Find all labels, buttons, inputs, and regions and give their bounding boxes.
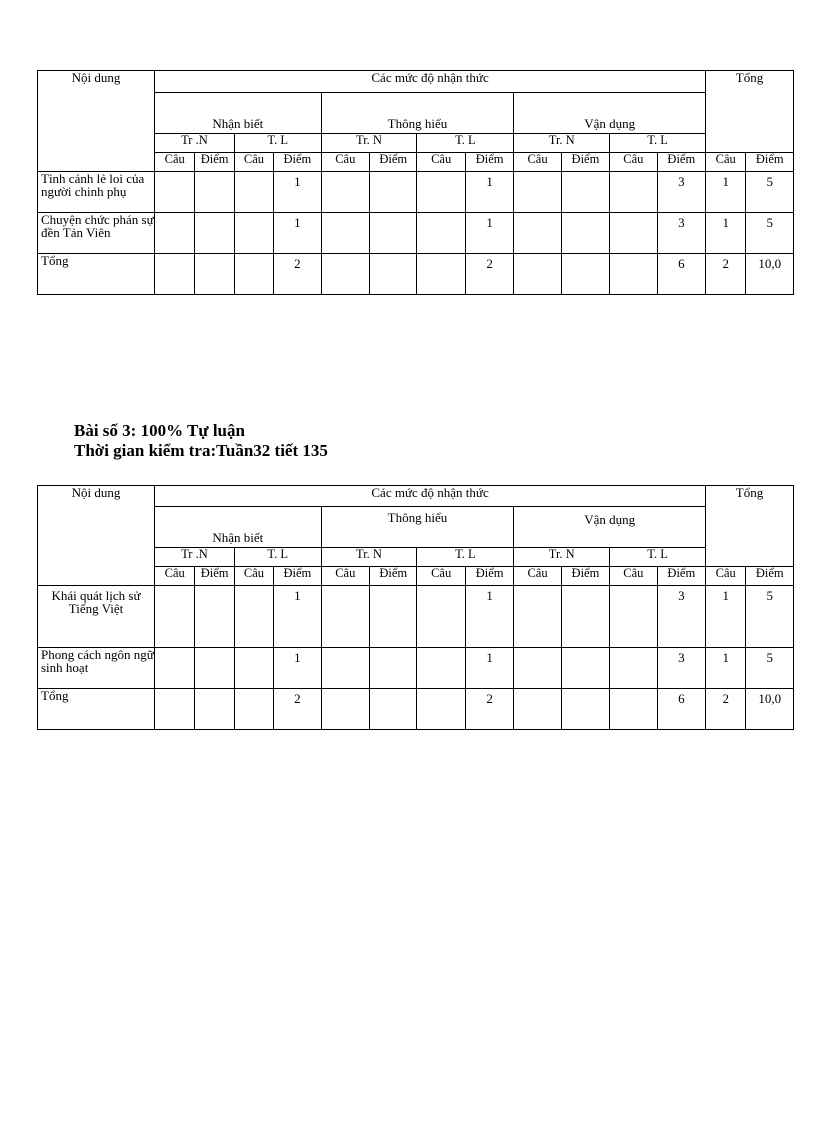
table-cell — [321, 172, 369, 213]
table-cell — [155, 689, 195, 730]
type-header: T. L — [234, 134, 321, 153]
table-cell: 6 — [657, 254, 705, 295]
type-header: Tr. N — [321, 548, 417, 567]
table-cell — [321, 213, 369, 254]
table-cell: 10,0 — [746, 254, 794, 295]
sub-header: Câu — [234, 153, 273, 172]
table-cell — [321, 689, 369, 730]
table-cell — [610, 254, 657, 295]
group-recognize: Nhận biết — [155, 93, 322, 134]
table-cell: 2 — [274, 689, 321, 730]
header-levels: Các mức độ nhận thức — [155, 486, 706, 507]
sub-header: Câu — [610, 153, 657, 172]
table-cell — [321, 586, 369, 648]
table-cell: 2 — [465, 254, 513, 295]
table-cell — [417, 648, 465, 689]
table-cell: 1 — [706, 648, 746, 689]
sub-header: Điểm — [195, 153, 234, 172]
table-cell — [514, 648, 561, 689]
table-row — [38, 586, 794, 648]
table-cell — [561, 254, 609, 295]
header-total: Tổng — [706, 71, 794, 153]
table-cell — [370, 213, 417, 254]
sub-header: Câu — [514, 153, 561, 172]
table-cell: 1 — [706, 213, 746, 254]
sub-header: Điểm — [465, 567, 513, 586]
table-cell — [370, 172, 417, 213]
table-cell: 3 — [657, 586, 705, 648]
type-header: Tr. N — [321, 134, 417, 153]
table-cell — [370, 689, 417, 730]
table-cell: 1 — [465, 172, 513, 213]
table-cell — [234, 689, 273, 730]
table-cell — [417, 689, 465, 730]
table-cell — [561, 213, 609, 254]
table-cell — [417, 172, 465, 213]
assessment-matrix-table-1 — [37, 70, 794, 295]
table-cell — [155, 648, 195, 689]
table-cell: 5 — [746, 648, 794, 689]
table-cell — [155, 254, 195, 295]
sub-header: Điểm — [195, 567, 234, 586]
table-cell — [195, 172, 234, 213]
table-cell: 5 — [746, 586, 794, 648]
table-cell — [561, 586, 609, 648]
type-header: Tr. N — [514, 134, 610, 153]
type-header: T. L — [610, 548, 706, 567]
sub-header: Điểm — [657, 153, 705, 172]
sub-header: Câu — [417, 567, 465, 586]
table-cell — [234, 586, 273, 648]
sub-header: Câu — [417, 153, 465, 172]
table-cell — [610, 213, 657, 254]
table-cell — [155, 172, 195, 213]
table-cell — [417, 213, 465, 254]
table-cell: 2 — [274, 254, 321, 295]
table-cell — [514, 586, 561, 648]
table-cell — [370, 586, 417, 648]
sub-header: Câu — [234, 567, 273, 586]
table-cell — [155, 586, 195, 648]
sub-header: Câu — [321, 153, 369, 172]
table-cell — [417, 586, 465, 648]
sub-header: Câu — [610, 567, 657, 586]
row-label: Khái quát lịch sử Tiếng Việt — [38, 586, 155, 648]
table-cell: 1 — [274, 213, 321, 254]
table-cell: 1 — [274, 172, 321, 213]
header-levels: Các mức độ nhận thức — [155, 71, 706, 93]
table-cell: 2 — [706, 689, 746, 730]
sub-header: Câu — [514, 567, 561, 586]
row-label: Tình cảnh lẻ loi của người chinh phụ — [38, 172, 155, 213]
assessment-matrix-table-2 — [37, 485, 794, 730]
sub-header: Điểm — [746, 567, 794, 586]
table-row — [38, 172, 794, 213]
table-cell — [195, 254, 234, 295]
header-content: Nội dung — [38, 71, 155, 172]
type-header: Tr. N — [514, 548, 610, 567]
table-cell — [417, 254, 465, 295]
table-cell: 1 — [465, 648, 513, 689]
header-content: Nội dung — [38, 486, 155, 586]
table-row — [38, 648, 794, 689]
table-cell — [514, 213, 561, 254]
type-header: T. L — [417, 548, 514, 567]
table-cell: 5 — [746, 172, 794, 213]
table-cell — [610, 648, 657, 689]
table-cell: 5 — [746, 213, 794, 254]
table-cell — [561, 648, 609, 689]
table-cell — [234, 172, 273, 213]
sub-header: Điểm — [370, 567, 417, 586]
group-apply: Vận dụng — [514, 93, 706, 134]
type-header: Tr .N — [155, 134, 235, 153]
row-label: Tổng — [38, 689, 155, 730]
row-label: Chuyện chức phán sự đền Tản Viên — [38, 213, 155, 254]
table-cell: 2 — [465, 689, 513, 730]
sub-header: Câu — [155, 153, 195, 172]
table-cell: 3 — [657, 172, 705, 213]
sub-header: Câu — [321, 567, 369, 586]
table-cell — [514, 254, 561, 295]
table-cell — [561, 689, 609, 730]
table-cell: 1 — [274, 648, 321, 689]
table-row — [38, 213, 794, 254]
table-cell — [610, 586, 657, 648]
type-header: T. L — [610, 134, 706, 153]
table-cell — [195, 586, 234, 648]
type-header: T. L — [417, 134, 514, 153]
table-cell — [321, 648, 369, 689]
sub-header: Điểm — [370, 153, 417, 172]
table-cell: 1 — [465, 586, 513, 648]
type-header: Tr .N — [155, 548, 235, 567]
type-header: T. L — [234, 548, 321, 567]
table-cell — [610, 689, 657, 730]
table-cell — [561, 172, 609, 213]
table-cell — [234, 254, 273, 295]
sub-header: Điểm — [274, 567, 321, 586]
table-cell: 6 — [657, 689, 705, 730]
row-label: Tổng — [38, 254, 155, 295]
group-understand: Thông hiểu — [321, 507, 514, 548]
table-cell: 1 — [706, 586, 746, 648]
group-recognize: Nhận biết — [155, 507, 322, 548]
table-cell — [370, 648, 417, 689]
header-total: Tổng — [706, 486, 794, 567]
sub-header: Điểm — [465, 153, 513, 172]
table-cell — [234, 213, 273, 254]
table-cell: 1 — [465, 213, 513, 254]
table-cell — [195, 648, 234, 689]
sub-header: Điểm — [561, 153, 609, 172]
table-cell — [321, 254, 369, 295]
table-cell: 3 — [657, 648, 705, 689]
table-cell: 1 — [274, 586, 321, 648]
test-title: Bài số 3: 100% Tự luận — [74, 421, 245, 440]
table-cell — [610, 172, 657, 213]
table-row-total — [38, 254, 794, 295]
sub-header: Điểm — [746, 153, 794, 172]
table-cell: 2 — [706, 254, 746, 295]
table-cell: 1 — [706, 172, 746, 213]
table-cell — [370, 254, 417, 295]
sub-header: Câu — [706, 567, 746, 586]
sub-header: Điểm — [657, 567, 705, 586]
table-cell — [155, 213, 195, 254]
table-cell — [195, 213, 234, 254]
test-time: Thời gian kiểm tra:Tuần32 tiết 135 — [74, 441, 328, 460]
group-understand: Thông hiểu — [321, 93, 514, 134]
row-label: Phong cách ngôn ngữ sinh hoạt — [38, 648, 155, 689]
table-cell — [234, 648, 273, 689]
table-cell — [514, 172, 561, 213]
table-cell — [514, 689, 561, 730]
table-row-total — [38, 689, 794, 730]
sub-header: Câu — [706, 153, 746, 172]
table-cell — [195, 689, 234, 730]
group-apply: Vận dụng — [514, 507, 706, 548]
sub-header: Câu — [155, 567, 195, 586]
sub-header: Điểm — [274, 153, 321, 172]
table-cell: 10,0 — [746, 689, 794, 730]
table-cell: 3 — [657, 213, 705, 254]
sub-header: Điểm — [561, 567, 609, 586]
